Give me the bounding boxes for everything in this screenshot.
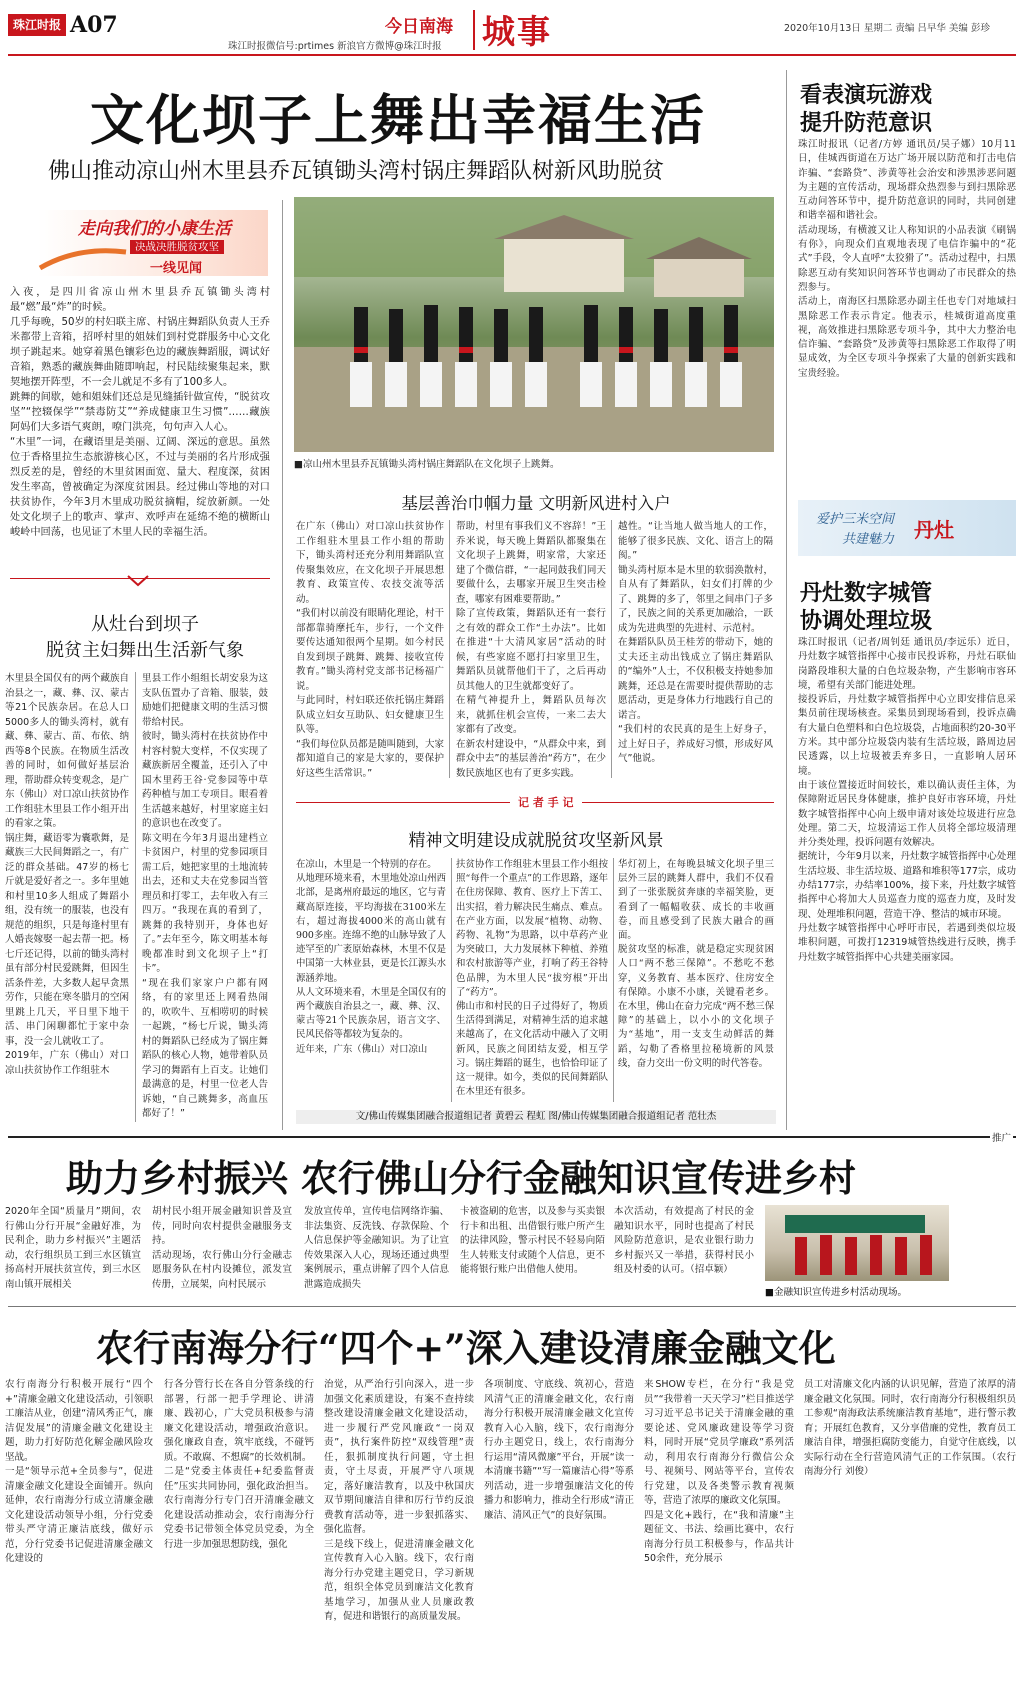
promo-label: 推广 [990,1130,1013,1144]
ad1-photo [765,1205,949,1281]
story1-title-2: 提升防范意识 [800,110,933,136]
sec1-title-2: 脱贫主妇舞出生活新气象 [46,640,244,661]
sec3-divider-2 [613,858,614,1102]
lead-headline: 文化坝子上舞出幸福生活 [90,88,706,152]
section-title: 城事 [482,12,552,51]
ad1-col-2: 胡村民小组开展金融知识普及宣传，同时向农村提供金融服务支持。 活动现场，农行佛山分行金融志愿服务队在村内设摊位，派发宣传册，立展架，向村民展示 [152,1206,292,1290]
paper-logo: 珠江时报 [8,14,66,36]
story1-body: 珠江时报讯（记者/方婷 通讯员/吴子娜）10月11日，佳城西街道在万达广场开展以防范和打击电信诈骗、“套路贷”、涉黄等社会治安和涉黑涉恶问题为主题的宣传活动，现场群众热烈参与到扫黑除恶互动问答环节中，提升防范意识的同时，共同创建和谐幸福和谐社会。 活动现场，有横渡又让人称知识的小品表演《刷锅有你》，向现众们直观地表现了电信诈骗中的“花式”手段，令人直呼“太狡猾了”。活动过程中，扫黑除恶互动有奖知识问答环节也调动了市民群众的热烈参与。 活动上，南海区扫黑除恶办副主任也专门对地域扫黑除恶工作表示肯定。他表示，桂城街道高度重视，高效推进扫黑除恶专项斗争，其中大力整治电信诈骗、“套路贷”及涉黄等扫黑除恶工作取得了明显成效，为全区专项斗争探索了大量的创新实践和宝贵经验。 [798,139,1016,379]
ad2-col-6: 员工对清廉文化内涵的认识见解，营造了浓厚的清廉金融文化氛围。同时，农行南海分行积极组织员工参观“南海政法系统廉洁教育基地”，进行警示教育；开展红色教育，又分享借廉的党性，教育员工廉洁自律，增强拒腐防变能力，自觉守住底线，以实际行动在全行营造风清气正的工作氛围。（农行南海分行 刘俊） [804,1379,1016,1477]
ad1-photo-caption: ■金融知识宣传进乡村活动现场。 [765,1287,907,1298]
ad1-photo-scene [765,1205,949,1281]
sec3-col-1: 在凉山，木里是一个特别的存在。 从地理环境来看，木里地处凉山州西北部，是离州府最远的地区，它与青藏高原连接，平均海拔在3100米左右，超过海拔4000米的高山就有900多座。连绵不绝的山脉导致了人迹罕至的广袤原始森林，木里不仅是中国第一大林业县，更是长江源头水源涵养地。 从人文环境来看，木里是全国仅有的两个藏族自治县之一，藏、彝、汉、蒙古等21个民族杂居，语言文字、民风民俗等都较为复杂的。 近年来，广东（佛山）对口凉山 [296,859,446,1055]
ad1-col-1: 2020年全国“质量月”期间，农行佛山分行开展“金融好准，为民利企，助力乡村振兴”主题活动，农行组织员工到三水区镇宣扬高村开展扶贫宣传，到三水区南山镇开展相关 [5,1206,141,1290]
ad2-rule [8,1306,1016,1307]
ad1-headline: 助力乡村振兴 农行佛山分行金融知识宣传进乡村 [66,1156,856,1200]
edition-divider [473,10,475,50]
sec2-divider-2 [611,520,612,778]
logo-line-1: 走向我们的小康生活 [78,219,231,239]
lead-right-divider [282,200,283,1130]
sec2-title: 基层善治巾帼力量 文明新风进村入户 [401,494,671,513]
sec2-col-2: 帮助，村里有事我们义不容辞！”王乔米说，每天晚上舞蹈队都聚集在文化坝子上跳舞，明家常，大家还建了个微信群，“一起同鼓我们同天要做什么，去哪家开展卫生突击检查，哪家有困难要帮助。” 除了宣传政策，舞蹈队还有一套行之有效的群众工作“土办法”。比如在推进“十大清风家居”活动的时候，有些家庭不愿打扫家里卫生，舞蹈队员就帮他们干了，之后再动员其他人的卫生就都变好了。 在精气神提升上，舞蹈队员每次来，就抓住机会宣传，一来二去大家都有了改变。 在新农村建设中，“从群众中来，到群众中去”的基层善治“药方”，在少数民族地区也有了更多实践。 [456,521,606,779]
photo-caption: ■凉山州木里县乔瓦镇锄头湾村锅庄舞蹈队在文化坝子上跳舞。 [294,459,560,470]
ad1-col-5: 本次活动，有效提高了村民的金融知识水平，同时也提高了村民风险防范意识，是农业银行助力乡村振兴又一举措，获得村民小组及村委的认可。（招卓颖） [614,1206,754,1275]
ad2-col-3: 治觉，从严治行引向深入，进一步加强文化素质建设，有案不查持续整改建设清廉金融文化建设活动，进一步履行严党风廉政“一岗双责”，执行案件防控“双线管理”责任，狠抓制度执行问题，守土担责，守土尽责，开展严守八项规定，落好廉洁教育，以及中秋国庆双节期间廉洁自律和厉行节约反浪费教育活动等，进一步狠抓落实、强化监督。 三是线下线上，促进清廉金融文化宣传教育入心入脑。线下，农行南海分行办党建主题党日，学习新规范，组织全体党员到廉洁文化教育基地学习，加强从业人员廉政教育，促进和谐银行的高质量发展。 [324,1379,474,1622]
logo-swoosh-icon [38,244,128,274]
sec2-divider-1 [449,520,450,778]
sec2-col-1: 在广东（佛山）对口凉山扶贫协作工作组驻木里县工作小组的帮助下，锄头湾村还充分利用舞蹈队宣传聚集效应，在文化坝子开展思想教育、政策宣传、农技交流等活动。 “我们村以前没有眼睛化理论，村干部都靠骑摩托车，步行，一个文件要传达通知很两个星期。如今村民自发到坝子跳舞、跳舞、接收宣传教育。”锄头湾村党支部书记杨福广说。 与此同时，村妇联还依托锅庄舞蹈队成立妇女互助队、妇女健康卫生队等。 “我们每位队员都是随叫随到，大家都知道自己的家是大家的，要保护好这些生活常识。” [296,521,444,779]
wechat-weibo-line: 珠江时报微信号:prtimes 新浪官方微博@珠江时报 [228,41,442,52]
story1-title-1: 看表演玩游戏 [800,82,933,108]
ad2-col-2: 行各分管行长在各自分管条线的行部署，行部一把手学理论、讲清廉、践初心，广大党员积极参与清廉文化建设活动，增强政治意识。强化廉政自查，筑牢底线，不碰钙质。不敢腐、不想腐”的长效机制。 二是“党委主体责任+纪委监督责任”压实共同协同，强化政治担当。农行南海分行专门召开清廉金融文化建设活动推动会，农行南海分行党委书记带领全体党员党委，为全行进一步加强思想防线，强化 [164,1379,314,1550]
date-line: 2020年10月13日 星期二 责编 吕早华 美编 彭珍 [784,23,990,34]
banner-text-3: 丹灶 [914,518,954,542]
campaign-logo [38,210,278,282]
sec3-col-2: 扶贫协作工作组驻木里县工作小组按照“每件一个重点”的工作思路，逐年在住房保障、教育、医疗上下苦工、出实招，着力解决民生痛点、难点。在产业方面，以发展“植物、动物、药物、礼物”为思路，以中草药产业为突破口，大力发展林下种植、养殖和农村旅游等产业，打响了药王谷特色品牌，为木里人民“拔穷根”开出了“药方”。 佛山市和村民的日子过得好了，物质生活得到满足，对精神生活的追求越来越高了，在文化活动中融入了文明新风，民族之间团结友爱，相互学习。锅庄舞蹈的诞生，也恰恰印证了这一规律。如今，类似的民间舞蹈队在木里还有很多。 [456,859,608,1098]
story2-title-1: 丹灶数字城管 [800,580,933,606]
ad1-col-4: 卡被盗刷的危害，以及参与买卖银行卡和出租、出借银行账户所产生的法律风险，警示村民不轻易向陌生人转账支付或随个人信息，更不能将银行账户出借他人使用。 [460,1206,605,1275]
banner-text-1: 爱护三米空间 [816,512,895,527]
sec2-col-3: 越性。“让当地人做当地人的工作，能够了很多民族、文化、语言上的隔阂。” 锄头湾村原本是木里的软弱涣散村，自从有了舞蹈队，妇女们打牌的少了、跳舞的多了，邻里之间串门子多了，民族之间的关系更加融洽，一跃成为先进典型的先进村、示范村。 在舞蹈队队员王桂芳的带动下，她的丈夫还主动出钱成立了锅庄舞蹈队的“编外”人士，不仅积极支持她参加跳舞，还总是在需要时提供帮助的志愿活动，更是身体力行地践行自己的诺言。 “我们村的农民真的是生上好身子，过上好日子，养成好习惯，形成好风气”他说。 [618,521,773,764]
sec1-col-1: 木里县全国仅有的两个藏族自治县之一，藏、彝、汉、蒙古等21个民族杂居。在总人口5000多人的锄头湾村，就有藏、彝、蒙古、苗、布依、纳西等8个民族。在物质生活改善的同时，如何做好基层治理，帮助群众转变观念，是广东（佛山）对口凉山扶贫协作工作组驻木里县工作小组开出的看家之策。 锅庄舞，藏语零为囊歌舞，是藏族三大民间舞蹈之一，有广泛的群众基础。47岁的杨七斤就是爱好者之一。多年里她和村里10多人组成了舞蹈小组，没有统一的服装，也没有规范的组织，只是每逢村里有人婚丧嫁娶一起去帮一把。杨七斤还记得，以前的锄头湾村虽有部分村民爱跳舞，但因生活条件差，大多数人起早贪黑劳作，只能在寒冬腊月的空闲里跳上几天，平日里下地干活、串门闲聊都忙于家中杂事，没一会儿就收工了。 2019年，广东（佛山）对口凉山扶贫协作工作组驻木 [5,673,129,1076]
sec1-title-1: 从灶台到坝子 [91,614,199,635]
lead-body: 入夜，是四川省凉山州木里县乔瓦镇锄头湾村最“燃”最“炸”的时候。 几乎每晚，50岁的村妇联主席、村锅庄舞蹈队负责人王乔米都带上音箱，招呼村里的姐妹们到村党群服务中心文化坝子跳起来。她穿着黑色镶彩色边的藏族舞蹈服，调试好音箱，熟悉的藏族舞曲随即响起，村民陆续聚集起来，默契地摆开阵型，不一会儿就足不多有了100多人。 跳舞的间歇，她和姐妹们还总是见缝插针做宣传，“脱贫攻坚”“控辍保学”“禁毒防艾”“养成健康卫生习惯”……藏族阿妈们大多语气爽朗，嘹门洪亮，句句声入人心。 “木里”一词，在藏语里是美丽、辽阔、深远的意思。虽然位于香格里拉生态旅游核心区，不过与美丽的名片形成强烈反差的是，曾经的木里贫困面宽、量大、程度深，贫困发生率高，曾被确定为深度贫困县。经过佛山等地的对口扶贫协作，今年3月木里成功脱贫摘帽，绽放新颜。一处处文化坝子上的歌声、掌声、欢呼声在延绵不绝的横断山峻岭中回荡，也见证了木里人民的幸福生活。 [10,287,270,538]
ad2-headline: 农行南海分行“四个+”深入建设清廉金融文化 [96,1326,836,1370]
danzao-banner [798,500,1016,556]
story2-title-2: 协调处理垃圾 [800,608,933,634]
sec1-col-divider [135,672,136,1122]
edition-label: 今日南海 [385,17,453,37]
sec3-title: 精神文明建设成就脱贫攻坚新风景 [408,831,664,851]
sec3-divider-1 [451,858,452,1102]
sec3-credit: 文/佛山传媒集团融合报道组记者 黄碧云 程虹 图/佛山传媒集团融合报道组记者 范壮杰 [296,1110,776,1124]
banner-text-2: 共建魅力 [842,532,895,547]
ad1-col-3: 发放宣传单，宣传电信网络诈骗、非法集资、反洗钱、存款保险、个人信息保护等金融知识。为了让宣传效果深入人心，现场还通过典型案例展示，重点讲解了四个人信息泄露造成损失 [304,1206,449,1290]
sec1-col-2: 里县工作小组组长胡安泉为这支队伍置办了音箱、服装，鼓励她们把健康文明的生活习惯带给村民。 彼时，锄头湾村在扶贫协作中村容村貌大变样，不仅实现了藏族新居全覆盖，还引入了中国木里药王谷·党参园等中草药种植与加工专项目。眼看着生活越来越好，村里家庭主妇的意识也在改变了。 陈文明在今年3月退出建档立卡贫困户，村里的党参园项目需工后，她把家里的土地流转出去，还和丈夫在党参园当管理员和打零工，去年收入有三四万。“我现在真的看到了，跳舞的我特别开，身体也好了。”去年至今，陈文明基本每晚都准时到文化坝子上“打卡”。 “现在我们家家户户都有网络，有的家里还上网看热闹的，吹吹牛、互相唠叨的时候一起跳，“杨七斤说，锄头湾村的舞蹈队已经成为了锅庄舞蹈队的核心人物，她带着队员学习的舞蹈有上百支。让她们最满意的是，村里一位老人告诉她，“自己跳舞多，高血压都好了！” [142,673,268,1119]
page-number: A07 [70,12,118,38]
notes-label: 记 者 手 记 [510,794,582,810]
ad2-col-1: 农行南海分行积极开展行“四个+”清廉金融文化建设活动，引领职工廉洁从业，创建“清风秀正气，廉洁促发展”的清廉金融文化建设主题，助力打好防范化解金融风险攻坚战。 一是“领导示范+全员参与”，促进清廉金融文化建设全面铺开。纵向延伸，农行南海分行成立清廉金融文化建设活动领导小组，分行党委带头严守清正廉洁底线，做好示范，分行党委书记促进清廉金融文化建设的 [5,1379,153,1564]
logo-line-2: 决战决胜脱贫攻坚 [130,240,224,254]
ad2-col-4: 各项制度、守底线、筑初心，营造风清气正的清廉金融文化，农行南海分行积极开展清廉金融文化宣传教育入心入脑，线下，农行南海分行办主题党日，线上，农行南海分行运用“清风微廉”平台，开展“读一本清廉书籍”“写一篇廉洁心得”等系列活动，进一步增强廉洁文化的传播力和影响力，推动全行形成“清正廉洁、清风正气”的良好氛围。 [484,1379,634,1521]
promo-rule [8,1136,1016,1138]
right-col-divider [786,70,787,1130]
ad2-col-5: 来SHOW专栏，在分行“我是党员”“我带着一天天学习”栏目推送学习习近平总书记关于清廉金融的重要论述、党风廉政建设等学习资料，同时开展“党员学廉政”系列活动，利用农行南海分行微信公众号、视频号、网站等平台，宣传农行党建，以及各类警示教育视频等，营造了浓厚的廉政文化氛围。 四是文化+践行，在“我和清廉”主题征文、书法、绘画比赛中，农行南海分行员工积极参与，作品共计50余件，充分展示 [644,1379,794,1564]
story2-body: 珠江时报讯（记者/周钊廷 通讯员/李远乐）近日，丹灶数字城管指挥中心接市民投诉称，丹灶石联仙岗路段堆积大量的白色垃圾杂物，产生影响市容环境，希望有关部门能进处理。 接投诉后，丹灶数字城管指挥中心立即安排信息采集员前往现场核查。采集员到现场看到，投诉点确有大量白色塑料和白色垃圾袋，占地面积约20-30平方米。其中部分垃圾袋内装有生活垃圾，路周边居民透露，以上垃圾被丢弃多日，一直影响人居环境。 由于该位置接近时间较长，难以确认责任主体，为保障附近居民身体健康，推护良好市容环境，丹灶数字城管指挥中心向上级申请对该处垃圾进行应急处理。第二天，垃圾清运工作人员将全部垃圾清理并分类处理，投诉问题有效解决。 据统计，今年9月以来，丹灶数字城管指挥中心处理生活垃圾、非生活垃圾、道路和堆积等177宗，成功办结177宗，办结率100%，接下来，丹灶数字城管指挥中心将加大人员巡查力度的巡查力度，及时发现、处理堆积问题，营造干净、整洁的城市环境。 丹灶数字城管指挥中心呼吁市民，若遇到类似垃圾堆积问题，可拨打12319城管热线进行反映，携手丹灶数字城管指挥中心共建美丽家园。 [798,637,1016,963]
lead-subhead: 佛山推动凉山州木里县乔瓦镇锄头湾村锅庄舞蹈队树新风助脱贫 [48,159,665,184]
logo-line-3: 一线见闻 [150,261,203,276]
dance-photo [294,197,774,452]
chevron-down-icon [126,574,150,588]
sec3-col-3: 华灯初上，在每晚县城文化坝子里三层外三层的跳舞人群中，我们不仅看到了一张张脱贫奔康的幸福笑脸，更看到了一幅幅收获、成长的丰收画卷，而且感受到了民族大融合的画面。 脱贫攻坚的标准，就是稳定实现贫困人口“两不愁三保障”。不愁吃不愁穿，义务教育、基本医疗、住房安全有保障。小康不小康，关键看老乡。在木里，佛山在奋力完成“两不愁三保障”的基础上，以小小的文化坝子为“基地”，用一支支生动鲜活的舞蹈，勾勒了香格里拉秘境新的风景线，奋力交出一份文明的时代答卷。 [618,859,774,1069]
masthead-rule [8,54,1016,56]
photo-scene [294,197,774,452]
